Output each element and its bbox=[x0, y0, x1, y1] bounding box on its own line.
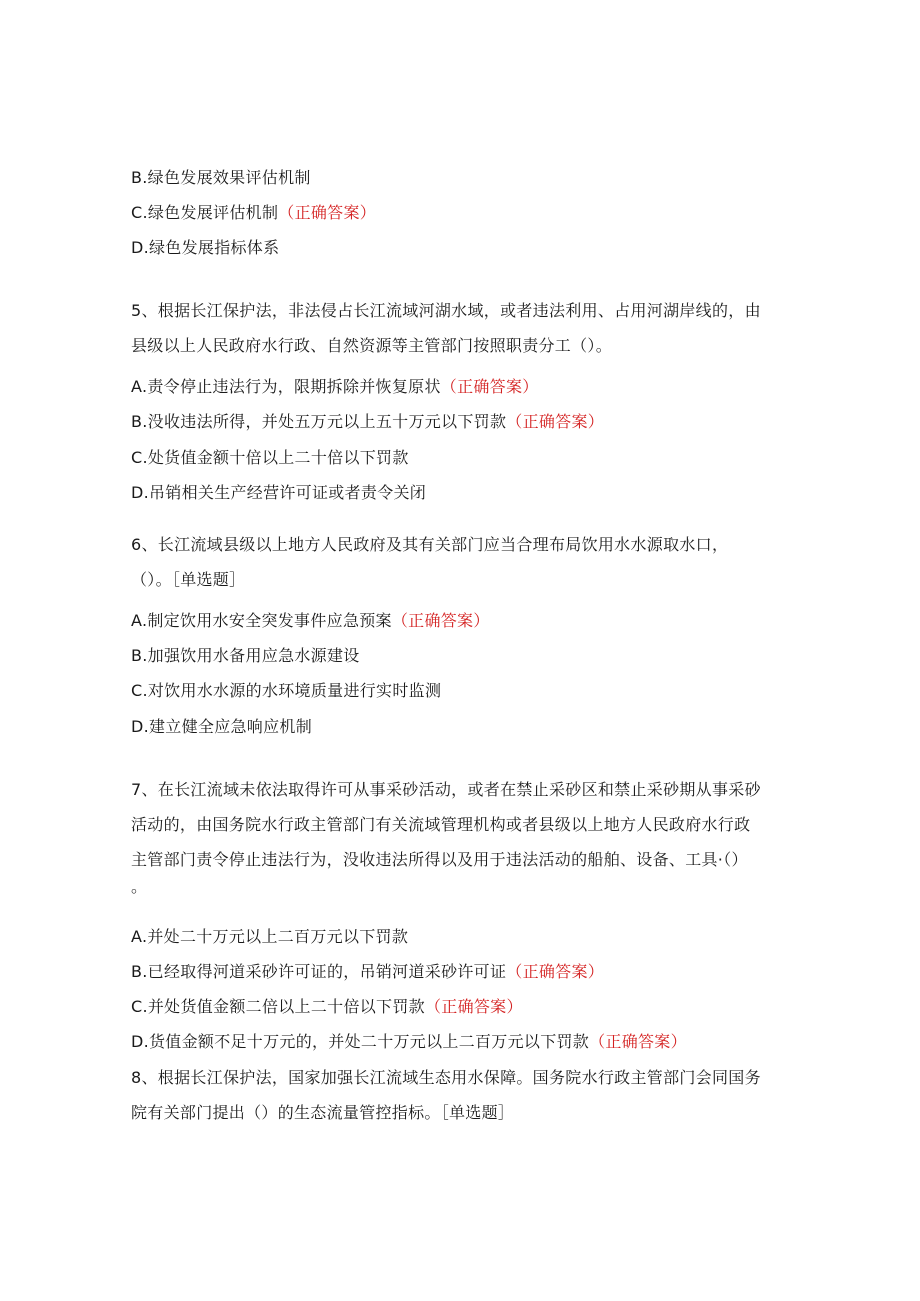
option-text: C.并处货值金额二倍以上二十倍以下罚款 bbox=[131, 997, 425, 1016]
q8-stem-line-1: 8、根据长江保护法，国家加强长江流域生态用水保障。国务院水行政主管部门会同国务 bbox=[131, 1068, 761, 1087]
q7-option-b bbox=[131, 962, 604, 982]
correct-answer-mark: （正确答案） bbox=[391, 611, 490, 630]
option-text: B.没收违法所得，并处五万元以上五十万元以下罚款 bbox=[131, 412, 507, 431]
q7-stem-line-3: 主管部门责令停止违法行为，没收违法所得以及用于违法活动的船舶、设备、工具·（） bbox=[131, 850, 748, 869]
q5-stem-line-1: 5、根据长江保护法，非法侵占长江流域河湖水域，或者违法利用、占用河湖岸线的，由 bbox=[131, 301, 761, 320]
correct-answer-mark: （正确答案） bbox=[506, 962, 605, 981]
option-text: C.绿色发展评估机制 bbox=[131, 203, 279, 222]
option-text: A.制定饮用水安全突发事件应急预案 bbox=[131, 611, 392, 630]
q5-option-c bbox=[131, 448, 409, 468]
q6-option-d bbox=[131, 717, 312, 737]
q5-option-d bbox=[131, 483, 426, 503]
option-text: D.绿色发展指标体系 bbox=[131, 238, 280, 257]
correct-answer-mark: （正确答案） bbox=[506, 412, 605, 431]
correct-answer-mark: （正确答案） bbox=[278, 203, 377, 222]
q7-option-c bbox=[131, 997, 523, 1017]
q6-option-b bbox=[131, 646, 360, 666]
q6-option-c bbox=[131, 681, 441, 701]
q5-stem-line-2: 县级以上人民政府水行政、自然资源等主管部门按照职责分工（）。 bbox=[131, 336, 613, 355]
q4-option-b bbox=[131, 168, 311, 188]
q7-stem-line-4: 。 bbox=[131, 877, 148, 896]
q7-option-a bbox=[131, 927, 408, 947]
option-text: C.对饮用水水源的水环境质量进行实时监测 bbox=[131, 681, 442, 700]
option-text: D.货值金额不足十万元的，并处二十万元以上二百万元以下罚款 bbox=[131, 1032, 590, 1051]
option-text: A.并处二十万元以上二百万元以下罚款 bbox=[131, 927, 409, 946]
correct-answer-mark: （正确答案） bbox=[424, 997, 523, 1016]
q4-option-d bbox=[131, 238, 279, 258]
q7-stem-line-2: 活动的，由国务院水行政主管部门有关流域管理机构或者县级以上地方人民政府水行政 bbox=[131, 815, 751, 834]
q7-stem-line-1: 7、在长江流域未依法取得许可从事采砂活动，或者在禁止采砂区和禁止采砂期从事采砂 bbox=[131, 780, 761, 799]
q6-stem-line-2: （）。［单选题］ bbox=[131, 570, 246, 589]
option-text: B.绿色发展效果评估机制 bbox=[131, 168, 311, 187]
option-text: D.吊销相关生产经营许可证或者责令关闭 bbox=[131, 483, 427, 502]
option-text: D.建立健全应急响应机制 bbox=[131, 717, 313, 736]
correct-answer-mark: （正确答案） bbox=[589, 1032, 687, 1051]
option-text: B.加强饮用水备用应急水源建设 bbox=[131, 646, 360, 665]
q7-option-d bbox=[131, 1032, 687, 1052]
option-text: B.已经取得河道采砂许可证的，吊销河道采砂许可证 bbox=[131, 962, 507, 981]
q5-option-b bbox=[131, 412, 604, 432]
q5-option-a bbox=[131, 377, 539, 397]
option-text: C.处货值金额十倍以上二十倍以下罚款 bbox=[131, 448, 409, 467]
q4-option-c bbox=[131, 203, 376, 223]
q8-stem-line-2: 院有关部门提出（）的生态流量管控指标。［单选题］ bbox=[131, 1103, 515, 1122]
q6-option-a bbox=[131, 611, 490, 631]
option-text: A.责令停止违法行为，限期拆除并恢复原状 bbox=[131, 377, 441, 396]
correct-answer-mark: （正确答案） bbox=[440, 377, 539, 396]
q6-stem-line-1: 6、长江流域县级以上地方人民政府及其有关部门应当合理布局饮用水水源取水口， bbox=[131, 535, 729, 554]
